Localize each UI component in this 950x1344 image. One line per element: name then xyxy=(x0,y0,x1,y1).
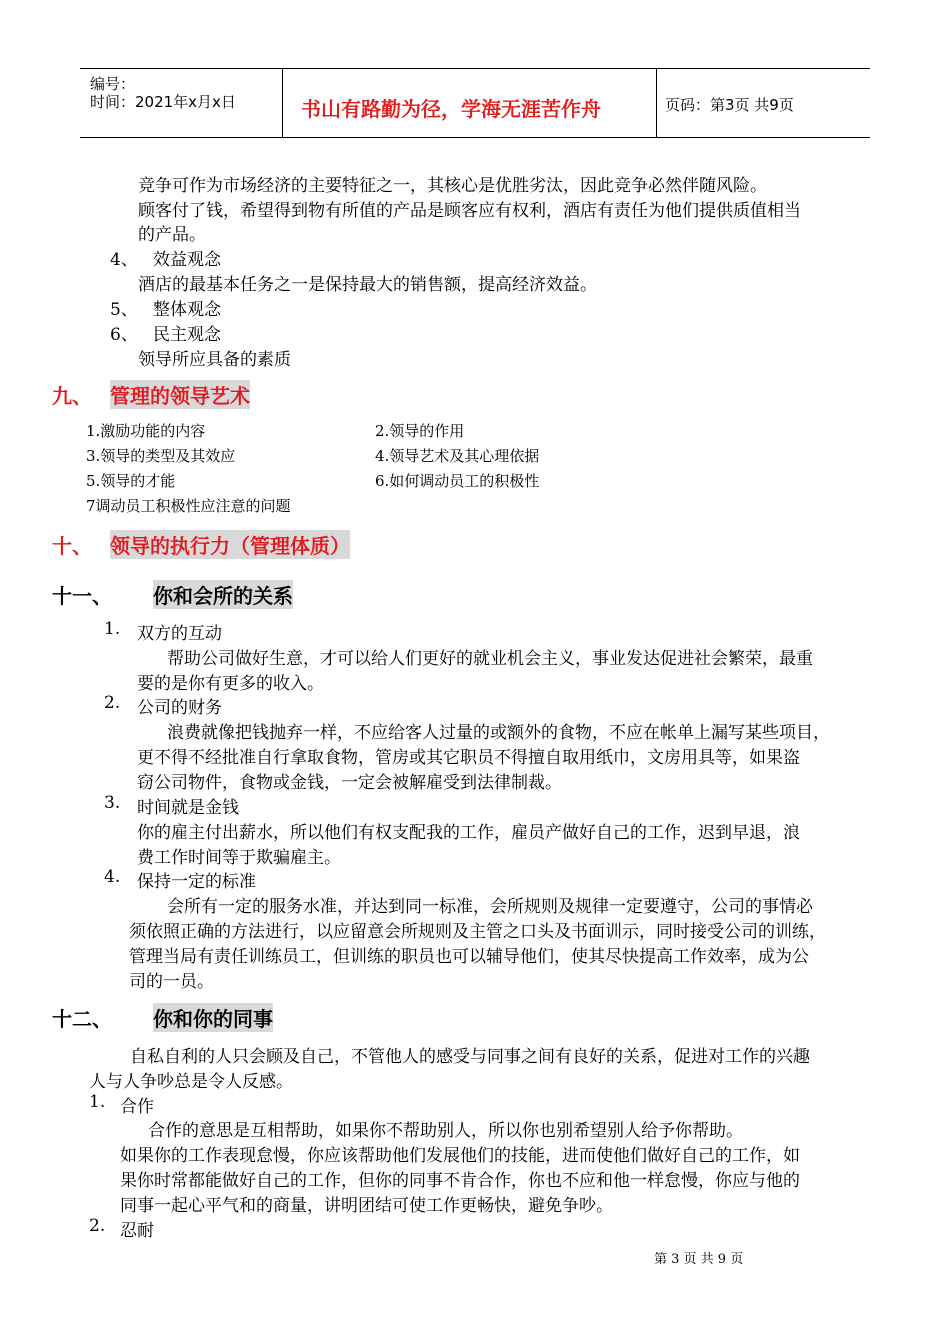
paragraph: 的产品。 xyxy=(138,225,206,245)
header-right-cell xyxy=(657,69,870,137)
page-footer: 第 3 页 共 9 页 xyxy=(654,1252,744,1267)
header-page-label: 页码：第3页 共9页 xyxy=(665,96,794,114)
section-number: 十、 xyxy=(52,534,92,558)
list-item: 民主观念 xyxy=(153,325,221,345)
list-number: 1. xyxy=(89,1092,106,1112)
list-item: 7调动员工积极性应注意的问题 xyxy=(86,497,291,515)
subsection-title: 保持一定的标准 xyxy=(137,872,256,892)
header-left-cell xyxy=(80,69,283,137)
paragraph: 你的雇主付出薪水，所以他们有权支配我的工作，雇员产做好自己的工作，迟到早退，浪 xyxy=(137,823,800,843)
section-number: 十一、 xyxy=(52,584,112,608)
paragraph: 自私自利的人只会顾及自己，不管他人的感受与同事之间有良好的关系，促进对工作的兴趣 xyxy=(130,1047,810,1067)
list-item: 2.领导的作用 xyxy=(375,422,465,440)
list-number: 1. xyxy=(104,619,121,639)
paragraph: 窃公司物件，食物或金钱，一定会被解雇受到法律制裁。 xyxy=(137,773,562,793)
paragraph: 费工作时间等于欺骗雇主。 xyxy=(137,848,341,868)
paragraph: 如果你的工作表现怠慢，你应该帮助他们发展他们的技能，进而使他们做好自己的工作，如 xyxy=(120,1146,800,1166)
list-number: 6、 xyxy=(110,325,138,345)
section-heading: 你和会所的关系 xyxy=(153,580,293,609)
paragraph: 要的是你有更多的收入。 xyxy=(137,674,324,694)
paragraph: 更不得不经批准自行拿取食物，管房或其它职员不得擅自取用纸巾，文房用具等，如果盗 xyxy=(137,748,800,768)
list-item: 4.领导艺术及其心理依据 xyxy=(375,447,540,465)
paragraph: 帮助公司做好生意，才可以给人们更好的就业机会主义，事业发达促进社会繁荣，最重 xyxy=(167,649,813,669)
subsection-title: 双方的互动 xyxy=(137,624,222,644)
paragraph: 浪费就像把钱抛弃一样，不应给客人过量的或额外的食物，不应在帐单上漏写某些项目， xyxy=(167,723,830,743)
subsection-title: 合作 xyxy=(120,1097,154,1117)
list-item: 1.激励功能的内容 xyxy=(86,422,206,440)
section-heading: 你和你的同事 xyxy=(153,1003,273,1032)
list-number: 2. xyxy=(104,693,121,713)
paragraph: 会所有一定的服务水准，并达到同一标准，会所规则及规律一定要遵守，公司的事情必 xyxy=(167,897,813,917)
paragraph: 管理当局有责任训练员工，但训练的职员也可以辅导他们，使其尽快提高工作效率，成为公 xyxy=(129,947,809,967)
paragraph: 合作的意思是互相帮助，如果你不帮助别人，所以你也别希望别人给予你帮助。 xyxy=(148,1121,743,1141)
header-number-label: 编号： xyxy=(90,75,136,93)
paragraph: 人与人争吵总是令人反感。 xyxy=(89,1072,293,1092)
header-motto-cell xyxy=(283,69,657,137)
paragraph: 须依照正确的方法进行，以应留意会所规则及主管之口头及书面训示，同时接受公司的训练， xyxy=(129,922,826,942)
list-item: 3.领导的类型及其效应 xyxy=(86,447,236,465)
paragraph: 果你时常都能做好自己的工作，但你的同事不肯合作，你也不应和他一样怠慢，你应与他的 xyxy=(120,1171,800,1191)
list-item: 效益观念 xyxy=(153,250,221,270)
paragraph: 竞争可作为市场经济的主要特征之一，其核心是优胜劣汰，因此竞争必然伴随风险。 xyxy=(138,176,767,196)
paragraph: 领导所应具备的素质 xyxy=(138,350,291,370)
paragraph: 司的一员。 xyxy=(129,972,214,992)
list-number: 4、 xyxy=(110,250,138,270)
list-item: 整体观念 xyxy=(153,300,221,320)
paragraph: 同事一起心平气和的商量，讲明团结可使工作更畅快，避免争吵。 xyxy=(120,1196,613,1216)
list-number: 4. xyxy=(104,867,121,887)
header-motto: 书山有路勤为径，学海无涯苦作舟 xyxy=(301,97,601,121)
section-heading: 管理的领导艺术 xyxy=(110,380,250,409)
list-number: 3. xyxy=(104,793,121,813)
section-number: 十二、 xyxy=(52,1007,112,1031)
list-number: 2. xyxy=(89,1216,106,1236)
list-number: 5、 xyxy=(110,300,138,320)
list-item: 6.如何调动员工的积极性 xyxy=(375,472,540,490)
subsection-title: 公司的财务 xyxy=(137,698,222,718)
subsection-title: 时间就是金钱 xyxy=(137,798,239,818)
section-heading: 领导的执行力（管理体质） xyxy=(110,530,350,559)
paragraph: 酒店的最基本任务之一是保持最大的销售额，提高经济效益。 xyxy=(138,275,597,295)
paragraph: 顾客付了钱，希望得到物有所值的产品是顾客应有权利，酒店有责任为他们提供质值相当 xyxy=(138,201,801,221)
header-date-label: 时间：2021年x月x日 xyxy=(90,93,236,111)
page-header xyxy=(80,68,870,138)
subsection-title: 忍耐 xyxy=(120,1221,154,1241)
section-number: 九、 xyxy=(52,384,92,408)
list-item: 5.领导的才能 xyxy=(86,472,176,490)
